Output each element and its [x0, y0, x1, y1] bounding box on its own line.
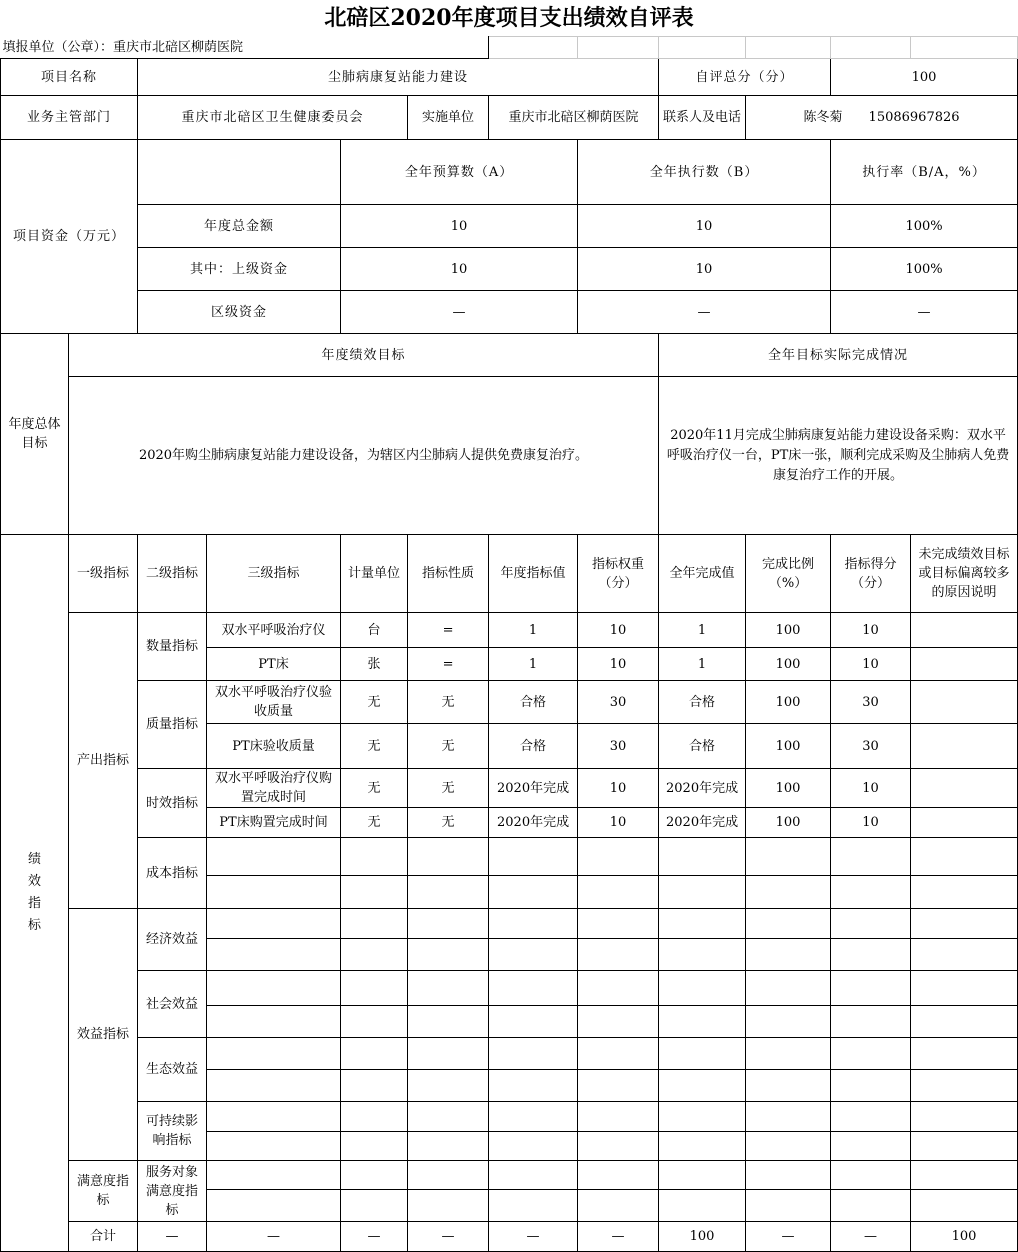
total-dash: — [578, 1222, 659, 1252]
funds-row-rate: 100% [831, 248, 1018, 291]
header-ratio: 完成比例（%） [746, 535, 831, 613]
indicator-weight: 30 [578, 681, 659, 724]
level1-satisfaction: 满意度指标 [69, 1161, 138, 1222]
indicator-weight: 10 [578, 808, 659, 838]
indicator-ratio: 100 [746, 808, 831, 838]
funds-row-budget: 10 [341, 248, 578, 291]
indicator-name: 双水平呼吸治疗仪购置完成时间 [207, 769, 341, 808]
indicator-score: 10 [831, 769, 911, 808]
indicator-unit: 无 [341, 769, 408, 808]
funds-col-exec: 全年执行数（B） [578, 140, 831, 205]
indicator-nature: 无 [408, 769, 489, 808]
indicator-score: 10 [831, 648, 911, 681]
indicators-section-label [1, 535, 69, 1252]
indicator-name: 双水平呼吸治疗仪 [207, 613, 341, 648]
page-title: 北碚区2020年度项目支出绩效自评表 [324, 5, 694, 31]
blank-cell [911, 37, 1018, 59]
indicator-name: PT床 [207, 648, 341, 681]
header-level3: 三级指标 [207, 535, 341, 613]
funds-row-budget: — [341, 291, 578, 334]
funds-col-rate: 执行率（B/A，%） [831, 140, 1018, 205]
level2-timeliness: 时效指标 [138, 769, 207, 838]
dept-label: 业务主管部门 [1, 96, 138, 140]
header-target: 年度指标值 [489, 535, 578, 613]
score-label: 自评总分（分） [659, 59, 831, 96]
level2-economic: 经济效益 [138, 909, 207, 971]
indicator-target: 1 [489, 613, 578, 648]
indicator-nature: = [408, 648, 489, 681]
level2-ecological: 生态效益 [138, 1038, 207, 1102]
project-name: 尘肺病康复站能力建设 [138, 59, 659, 96]
indicator-score: 30 [831, 681, 911, 724]
total-score: 100 [911, 1222, 1018, 1252]
indicator-done: 合格 [659, 724, 746, 769]
header-done: 全年完成值 [659, 535, 746, 613]
evaluation-table [0, 36, 1018, 1252]
funds-label: 项目资金（万元） [1, 140, 138, 334]
goals-label: 年度总体目标 [1, 334, 69, 535]
blank-cell [138, 140, 341, 205]
blank-cell [489, 37, 578, 59]
indicator-ratio: 100 [746, 681, 831, 724]
indicator-unit: 无 [341, 724, 408, 769]
indicator-target: 合格 [489, 681, 578, 724]
level2-cost: 成本指标 [138, 838, 207, 909]
level2-social: 社会效益 [138, 971, 207, 1038]
total-dash: — [408, 1222, 489, 1252]
contact-label: 联系人及电话 [659, 96, 746, 140]
funds-row-name: 年度总金额 [138, 205, 341, 248]
indicator-ratio: 100 [746, 724, 831, 769]
fill-unit-line: 填报单位（公章）：重庆市北碚区柳荫医院 [1, 37, 489, 59]
indicator-weight: 30 [578, 724, 659, 769]
goals-target: 2020年购尘肺病康复站能力建设设备，为辖区内尘肺病人提供免费康复治疗。 [69, 377, 659, 535]
indicator-ratio: 100 [746, 648, 831, 681]
goals-target-header: 年度绩效目标 [69, 334, 659, 377]
impl-label: 实施单位 [408, 96, 489, 140]
indicator-target: 合格 [489, 724, 578, 769]
indicator-reason [911, 769, 1018, 808]
goals-actual: 2020年11月完成尘肺病康复站能力建设设备采购：双水平呼吸治疗仪一台，PT床一张，顺利完成采购及尘肺病人免费康复治疗工作的开展。 [659, 377, 1018, 535]
total-weight: 100 [659, 1222, 746, 1252]
indicator-unit: 台 [341, 613, 408, 648]
indicator-weight: 10 [578, 769, 659, 808]
indicator-target: 2020年完成 [489, 808, 578, 838]
indicator-reason [911, 681, 1018, 724]
indicator-weight: 10 [578, 648, 659, 681]
indicator-done: 1 [659, 648, 746, 681]
funds-col-budget: 全年预算数（A） [341, 140, 578, 205]
total-score: 100 [831, 59, 1018, 96]
indicator-reason [911, 808, 1018, 838]
indicator-ratio: 100 [746, 769, 831, 808]
funds-row-exec: 10 [578, 248, 831, 291]
funds-row-name: 区级资金 [138, 291, 341, 334]
contact-value: 陈冬菊 15086967826 [746, 96, 1018, 140]
indicator-nature: 无 [408, 681, 489, 724]
indicator-weight: 10 [578, 613, 659, 648]
funds-row-exec: 10 [578, 205, 831, 248]
indicators-section-text: 绩效指标 [27, 852, 41, 933]
indicator-name: PT床购置完成时间 [207, 808, 341, 838]
indicator-done: 2020年完成 [659, 769, 746, 808]
funds-row-name: 其中：上级资金 [138, 248, 341, 291]
indicator-target: 2020年完成 [489, 769, 578, 808]
total-dash: — [138, 1222, 207, 1252]
level2-quantity: 数量指标 [138, 613, 207, 681]
header-score: 指标得分（分） [831, 535, 911, 613]
level2-service: 服务对象满意度指标 [138, 1161, 207, 1222]
total-dash: — [831, 1222, 911, 1252]
funds-row-exec: — [578, 291, 831, 334]
indicator-done: 2020年完成 [659, 808, 746, 838]
total-dash: — [341, 1222, 408, 1252]
total-dash: — [746, 1222, 831, 1252]
impl-value: 重庆市北碚区柳荫医院 [489, 96, 659, 140]
funds-row-rate: 100% [831, 205, 1018, 248]
indicator-nature: 无 [408, 724, 489, 769]
funds-row-rate: — [831, 291, 1018, 334]
header-unit: 计量单位 [341, 535, 408, 613]
level1-benefit: 效益指标 [69, 909, 138, 1161]
blank-cell [746, 37, 831, 59]
project-name-label: 项目名称 [1, 59, 138, 96]
indicator-reason [911, 613, 1018, 648]
goals-actual-header: 全年目标实际完成情况 [659, 334, 1018, 377]
funds-row-budget: 10 [341, 205, 578, 248]
blank-cell [831, 37, 911, 59]
indicator-done: 合格 [659, 681, 746, 724]
level2-sustainable: 可持续影响指标 [138, 1102, 207, 1161]
total-label: 合计 [69, 1222, 138, 1252]
level2-quality: 质量指标 [138, 681, 207, 769]
indicator-score: 10 [831, 613, 911, 648]
indicator-ratio: 100 [746, 613, 831, 648]
dept-value: 重庆市北碚区卫生健康委员会 [138, 96, 408, 140]
header-level1: 一级指标 [69, 535, 138, 613]
total-dash: — [489, 1222, 578, 1252]
level1-output: 产出指标 [69, 613, 138, 909]
header-level2: 二级指标 [138, 535, 207, 613]
indicator-score: 10 [831, 808, 911, 838]
header-reason: 未完成绩效目标或目标偏离较多的原因说明 [911, 535, 1018, 613]
header-nature: 指标性质 [408, 535, 489, 613]
indicator-score: 30 [831, 724, 911, 769]
indicator-unit: 无 [341, 681, 408, 724]
indicator-name: PT床验收质量 [207, 724, 341, 769]
indicator-done: 1 [659, 613, 746, 648]
blank-cell [659, 37, 746, 59]
indicator-unit: 张 [341, 648, 408, 681]
indicator-reason [911, 724, 1018, 769]
blank-cell [578, 37, 659, 59]
header-weight: 指标权重（分） [578, 535, 659, 613]
indicator-name: 双水平呼吸治疗仪验收质量 [207, 681, 341, 724]
total-dash: — [207, 1222, 341, 1252]
indicator-reason [911, 648, 1018, 681]
indicator-nature: 无 [408, 808, 489, 838]
indicator-nature: = [408, 613, 489, 648]
indicator-target: 1 [489, 648, 578, 681]
indicator-unit: 无 [341, 808, 408, 838]
